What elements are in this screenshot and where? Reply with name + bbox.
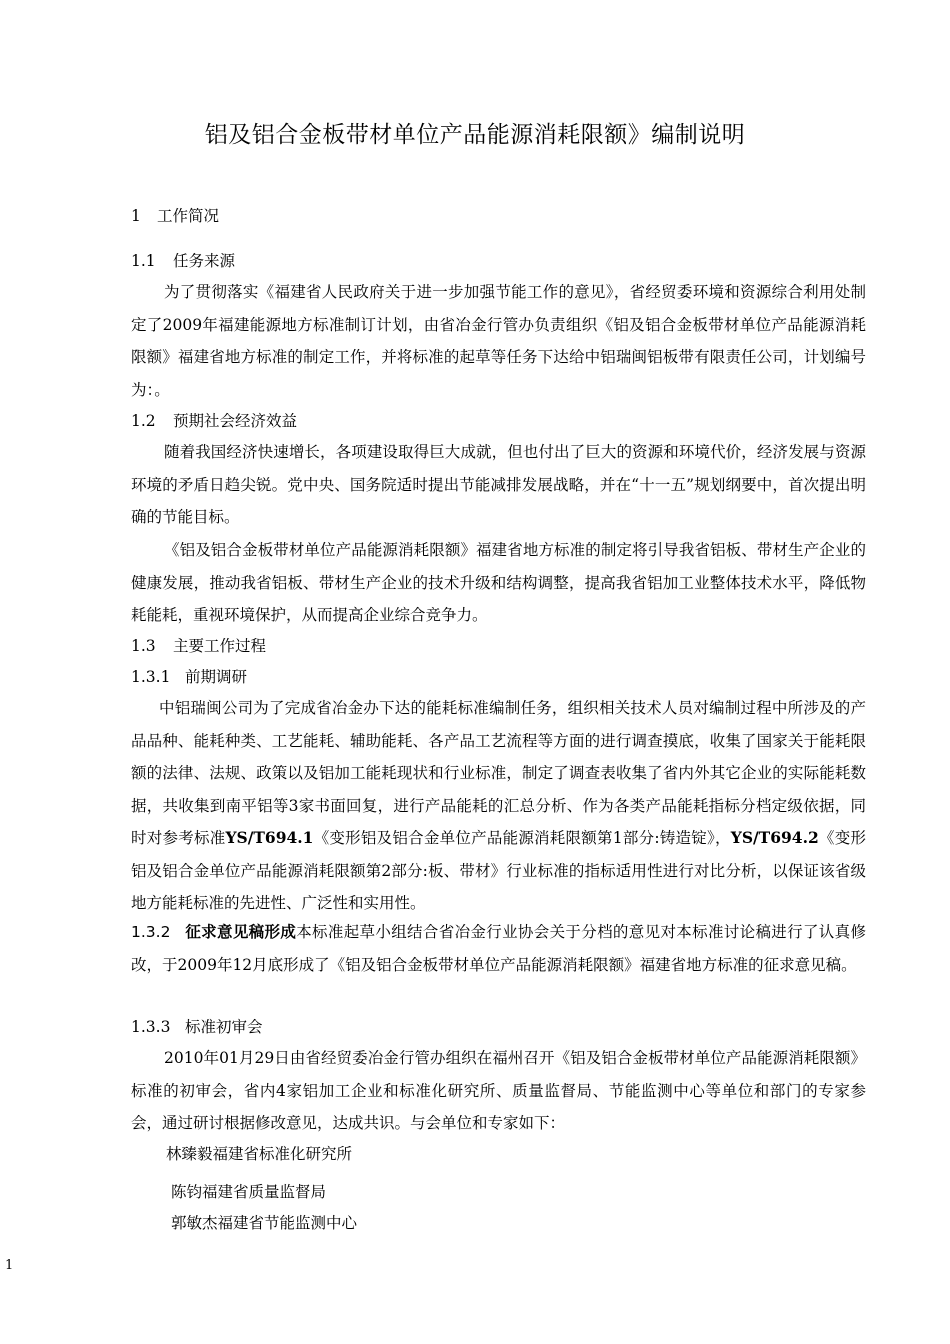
section-1-3-3-heading <box>131 1011 866 1044</box>
expert-list-item: 林臻毅福建省标准化研究所 <box>166 1145 353 1163</box>
section-1-3-1-heading <box>131 661 866 694</box>
research-text-c: 《变形铝及铝合金单位产品能源消耗限额第2部分:板、带材》行业标准的指标适用性进行对比分析，以保证该省级地方能耗标准的先进性、广泛性和实用性。 <box>131 829 866 912</box>
paragraph-draft <box>131 916 866 981</box>
section-number: 1.2 <box>131 412 156 430</box>
section-1-2-heading <box>131 405 866 438</box>
paragraph-review-meeting: 2010年01月29日由省经贸委冶金行管办组织在福州召开《铝及铝合金板带材单位产品能源消耗限额》标准的初审会，省内4家铝加工企业和标准化研究所、质量监督局、节能监测中心等单位和部门的专家参会，通过研讨根据修改意见，达成共识。与会单位和专家如下： <box>131 1049 866 1132</box>
page-number: 1 <box>5 1258 14 1273</box>
standard-code-2: YS/T694.2 <box>730 828 819 847</box>
section-1-3-heading <box>131 630 866 663</box>
section-title: 标准初审会 <box>185 1018 263 1036</box>
standard-code-1: YS/T694.1 <box>225 828 314 847</box>
paragraph-benefits-1: 随着我国经济快速增长，各项建设取得巨大成就，但也付出了巨大的资源和环境代价，经济发展与资源环境的矛盾日趋尖锐。党中央、国务院适时提出节能减排发展战略，并在“十一五”规划纲要中，首次提出明确的节能目标。 <box>131 443 866 526</box>
paragraph-research <box>131 692 866 920</box>
document-title: 铝及铝合金板带材单位产品能源消耗限额》编制说明 <box>204 122 746 148</box>
section-title: 前期调研 <box>185 668 248 686</box>
research-text-b: 《变形铝及铝合金单位产品能源消耗限额第1部分:铸造锭》， <box>313 829 731 847</box>
section-title: 主要工作过程 <box>173 637 267 655</box>
expert-list-item: 郭敏杰福建省节能监测中心 <box>171 1214 358 1232</box>
section-title: 工作简况 <box>157 207 220 225</box>
section-title: 征求意见稿形成 <box>185 923 297 941</box>
section-number: 1.1 <box>131 252 156 270</box>
draft-text: 本标准起草小组结合省冶金行业协会关于分档的意见对本标准讨论稿进行了认真修改，于2009年12月底形成了《铝及铝合金板带材单位产品能源消耗限额》福建省地方标准的征求意见稿。 <box>131 923 866 974</box>
section-1-1-heading <box>131 245 866 278</box>
paragraph-benefits-2: 《铝及铝合金板带材单位产品能源消耗限额》福建省地方标准的制定将引导我省铝板、带材生产企业的健康发展，推动我省铝板、带材生产企业的技术升级和结构调整，提高我省铝加工业整体技术水平，降低物耗能耗，重视环境保护，从而提高企业综合竞争力。 <box>131 541 866 624</box>
section-number: 1.3.2 <box>131 923 171 941</box>
expert-list-item: 陈钧福建省质量监督局 <box>171 1183 327 1201</box>
section-number: 1.3 <box>131 637 156 655</box>
research-text-a: 中铝瑞闽公司为了完成省冶金办下达的能耗标准编制任务，组织相关技术人员对编制过程中所涉及的产品品种、能耗种类、工艺能耗、辅助能耗、各产品工艺流程等方面的进行调查摸底，收集了国家关于能耗限额的法律、法规、政策以及铝加工能耗现状和行业标准，制定了调查表收集了省内外其它企业的实际能耗数据，共收集到南平铝等3家书面回复，进行产品能耗的汇总分析、作为各类产品能耗指标分档定级依据，同时对参考标准 <box>131 699 866 847</box>
section-title: 任务来源 <box>173 252 236 270</box>
paragraph-task-source: 为了贯彻落实《福建省人民政府关于进一步加强节能工作的意见》，省经贸委环境和资源综合利用处制定了2009年福建能源地方标准制订计划，由省冶金行管办负责组织《铝及铝合金板带材单位产品能源消耗限额》福建省地方标准的制定工作，并将标准的起草等任务下达给中铝瑞闽铝板带有限责任公司，计划编号为：。 <box>131 283 866 399</box>
section-1-heading <box>131 200 866 233</box>
section-number: 1 <box>131 207 141 225</box>
section-number: 1.3.3 <box>131 1018 171 1036</box>
section-number: 1.3.1 <box>131 668 171 686</box>
section-title: 预期社会经济效益 <box>173 412 298 430</box>
